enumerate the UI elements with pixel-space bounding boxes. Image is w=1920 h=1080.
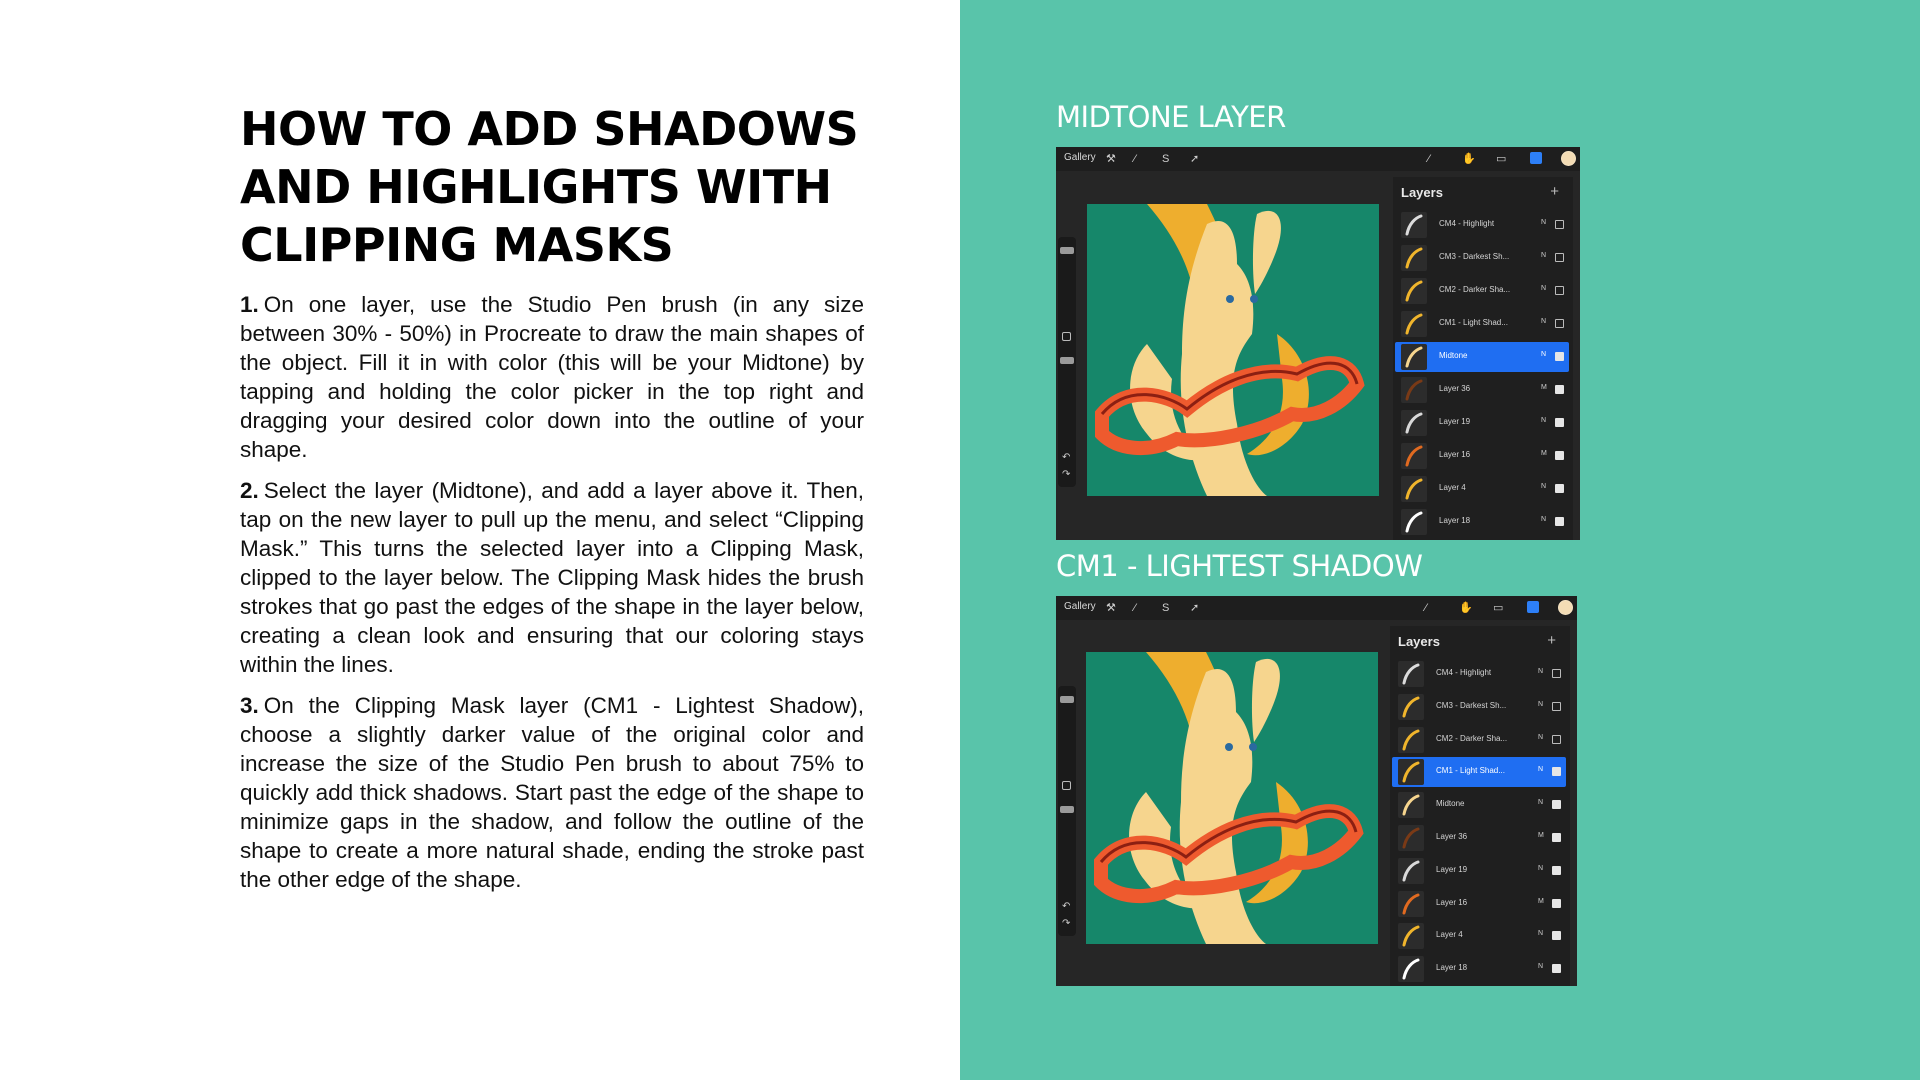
layer-name: Midtone [1439, 351, 1468, 360]
smudge-icon[interactable]: ✋ [1459, 602, 1473, 614]
step-text: Select the layer (Midtone), and add a layer above it. Then, tap on the new layer to pull up the menu, and select “Clipping Mask.” This turns the selected layer into a Clipping Mask, clipped to the layer below. The Clipping Mask hides the brush strokes that go past the edges of the shape in the layer below, creating a clean look and ensuring that our coloring stays within the lines. [240, 478, 864, 677]
layer-blend-mode[interactable]: N [1541, 285, 1547, 292]
page-title [240, 100, 900, 274]
layer-row[interactable] [1392, 856, 1566, 886]
layer-visibility-checkbox[interactable] [1552, 800, 1561, 809]
opacity-slider[interactable] [1060, 357, 1074, 364]
layer-blend-mode[interactable]: N [1538, 930, 1544, 938]
layer-thumbnail [1398, 923, 1424, 949]
layer-thumbnail [1401, 311, 1427, 337]
banana-illustration [1086, 652, 1378, 944]
layer-thumbnail [1401, 245, 1427, 271]
layer-name: Layer 16 [1436, 897, 1468, 907]
wrench-icon[interactable]: ⚒ [1106, 153, 1116, 165]
modify-button[interactable] [1062, 781, 1071, 790]
layer-name: Midtone [1436, 799, 1465, 809]
layer-visibility-checkbox[interactable] [1555, 517, 1564, 526]
brush-icon[interactable]: ⁄ [1428, 153, 1430, 165]
layer-visibility-checkbox[interactable] [1555, 484, 1564, 493]
layer-thumbnail [1398, 727, 1424, 753]
layer-thumbnail [1398, 792, 1424, 818]
layer-visibility-checkbox[interactable] [1555, 451, 1564, 460]
layer-blend-mode[interactable]: N [1538, 766, 1544, 774]
undo-icon[interactable]: ↶ [1062, 901, 1071, 912]
layer-visibility-checkbox[interactable] [1555, 385, 1564, 394]
layer-name: CM2 - Darker Sha... [1439, 285, 1511, 294]
layer-blend-mode[interactable]: N [1538, 799, 1544, 807]
step-number: 1. [240, 292, 259, 317]
instruction-steps [240, 290, 864, 906]
title-line-2: AND HIGHLIGHTS WITH [240, 160, 832, 214]
add-layer-icon[interactable]: + [1547, 632, 1556, 649]
layer-blend-mode[interactable]: N [1541, 252, 1547, 259]
layer-row[interactable] [1392, 921, 1566, 951]
layer-thumbnail [1398, 825, 1424, 851]
eraser-icon[interactable]: ▭ [1493, 602, 1504, 614]
undo-icon[interactable]: ↶ [1062, 452, 1071, 463]
layer-visibility-checkbox[interactable] [1555, 319, 1564, 328]
layer-blend-mode[interactable]: N [1541, 516, 1547, 523]
layer-row[interactable] [1395, 309, 1569, 339]
procreate-screenshot-midtone [1056, 147, 1580, 540]
layer-row[interactable] [1395, 408, 1569, 438]
smudge-icon[interactable]: ✋ [1462, 153, 1476, 165]
layer-name: CM4 - Highlight [1439, 219, 1495, 228]
layer-name: CM4 - Highlight [1436, 668, 1492, 677]
layer-thumbnail [1398, 956, 1424, 982]
transform-icon[interactable]: ➚ [1190, 602, 1200, 614]
redo-icon[interactable]: ↷ [1062, 469, 1071, 480]
brush-size-slider[interactable] [1060, 247, 1074, 254]
canvas-artwork[interactable] [1087, 204, 1379, 496]
layer-blend-mode[interactable]: N [1538, 700, 1544, 708]
layer-visibility-checkbox[interactable] [1555, 220, 1564, 229]
step-1 [240, 290, 864, 464]
layer-thumbnail [1401, 344, 1427, 370]
canvas-artwork[interactable] [1086, 652, 1378, 944]
layer-row[interactable] [1395, 243, 1569, 273]
layer-row[interactable] [1392, 823, 1566, 853]
layer-name: Layer 16 [1439, 450, 1471, 459]
step-number: 3. [240, 693, 259, 718]
layer-row[interactable] [1395, 342, 1569, 372]
layer-visibility-checkbox[interactable] [1552, 964, 1561, 973]
step-text: On one layer, use the Studio Pen brush (in any size between 30% - 50%) in Procreate to draw the main shapes of the object. Fill it in with color (this will be your Midtone) by tapping and holding the color picker in the top right and dragging your desired color down into the outline of your shape. [240, 292, 864, 462]
layer-thumbnail [1401, 212, 1427, 238]
layers-panel-title: Layers [1401, 185, 1443, 200]
add-layer-icon[interactable]: + [1550, 183, 1559, 200]
layer-blend-mode[interactable]: N [1541, 483, 1547, 490]
layer-thumbnail [1398, 858, 1424, 884]
layer-row[interactable] [1392, 725, 1566, 755]
title-line-1: HOW TO ADD SHADOWS [240, 102, 859, 156]
layer-name: Layer 4 [1439, 483, 1466, 492]
layer-visibility-checkbox[interactable] [1552, 931, 1561, 940]
brush-icon[interactable]: ⁄ [1425, 602, 1427, 614]
layers-icon[interactable] [1527, 601, 1539, 613]
layer-visibility-checkbox[interactable] [1552, 669, 1561, 678]
layer-row[interactable] [1395, 276, 1569, 306]
layer-blend-mode[interactable]: M [1541, 450, 1547, 457]
magic-wand-icon[interactable]: ⁄ [1134, 602, 1136, 614]
layer-row[interactable] [1395, 210, 1569, 240]
layer-name: Layer 4 [1436, 930, 1463, 940]
layer-name: Layer 19 [1439, 417, 1471, 426]
layer-thumbnail [1401, 443, 1427, 469]
layer-blend-mode[interactable]: M [1538, 832, 1544, 839]
layer-thumbnail [1401, 377, 1427, 403]
layer-row[interactable] [1392, 757, 1566, 787]
layers-icon[interactable] [1530, 152, 1542, 164]
layer-name: Layer 36 [1439, 384, 1471, 393]
layer-row[interactable] [1395, 507, 1569, 537]
layer-visibility-checkbox[interactable] [1552, 833, 1561, 842]
layer-blend-mode[interactable]: N [1541, 318, 1547, 325]
layer-row[interactable] [1392, 889, 1566, 919]
layer-blend-mode[interactable]: N [1538, 963, 1544, 971]
modify-button[interactable] [1062, 332, 1071, 341]
layer-thumbnail [1401, 278, 1427, 304]
layer-row[interactable] [1395, 474, 1569, 504]
layer-visibility-checkbox[interactable] [1552, 735, 1561, 744]
layer-name: Layer 18 [1436, 963, 1468, 973]
heading-midtone-layer: MIDTONE LAYER [1056, 100, 1286, 134]
layer-row[interactable] [1392, 790, 1566, 820]
procreate-screenshot-cm1 [1056, 596, 1577, 986]
layer-thumbnail [1401, 476, 1427, 502]
layer-visibility-checkbox[interactable] [1555, 286, 1564, 295]
step-2 [240, 476, 864, 679]
layer-blend-mode[interactable]: N [1541, 417, 1547, 424]
layer-row[interactable] [1395, 375, 1569, 405]
banana-illustration [1087, 204, 1379, 496]
color-swatch[interactable] [1561, 151, 1576, 166]
selection-icon[interactable]: S [1162, 153, 1170, 165]
layer-row[interactable] [1395, 441, 1569, 471]
redo-icon[interactable]: ↷ [1062, 918, 1071, 929]
layer-name: CM1 - Light Shad... [1436, 766, 1505, 776]
layer-name: CM2 - Darker Sha... [1436, 733, 1508, 743]
layer-thumbnail [1398, 661, 1424, 687]
layer-row[interactable] [1392, 954, 1566, 984]
layer-name: CM1 - Light Shad... [1439, 318, 1508, 327]
layer-blend-mode[interactable]: M [1538, 897, 1544, 905]
layer-row[interactable] [1392, 659, 1566, 689]
layer-visibility-checkbox[interactable] [1552, 866, 1561, 875]
layer-name: Layer 36 [1436, 832, 1468, 841]
step-text: On the Clipping Mask layer (CM1 - Lightest Shadow), choose a slightly darker value of the original color and increase the size of the Studio Pen brush to about 75% to quickly add thick shadows. Start past the edge of the shape to minimize gaps in the shadow, and follow the outline of the shape to create a more natural shade, ending the stroke past the other edge of the shape. [240, 693, 864, 892]
layer-row[interactable] [1392, 692, 1566, 722]
title-line-3: CLIPPING MASKS [240, 218, 674, 272]
step-number: 2. [240, 478, 259, 503]
layer-name: CM3 - Darkest Sh... [1439, 252, 1510, 261]
layer-visibility-checkbox[interactable] [1552, 702, 1561, 711]
color-swatch[interactable] [1558, 600, 1573, 615]
layer-name: CM3 - Darkest Sh... [1436, 700, 1507, 710]
layer-visibility-checkbox[interactable] [1555, 418, 1564, 427]
wrench-icon[interactable]: ⚒ [1106, 602, 1116, 614]
layer-blend-mode[interactable]: N [1541, 219, 1547, 226]
heading-cm1-lightest-shadow: CM1 - LIGHTEST SHADOW [1056, 549, 1423, 583]
layers-panel-title: Layers [1398, 634, 1440, 649]
layers-panel [1393, 177, 1573, 540]
gallery-button[interactable]: Gallery [1064, 152, 1096, 163]
layer-blend-mode[interactable]: N [1538, 733, 1544, 741]
layer-blend-mode[interactable]: N [1538, 864, 1544, 872]
layer-visibility-checkbox[interactable] [1555, 352, 1564, 361]
transform-icon[interactable]: ➚ [1190, 153, 1200, 165]
eraser-icon[interactable]: ▭ [1496, 153, 1507, 165]
layer-blend-mode[interactable]: N [1538, 668, 1544, 675]
magic-wand-icon[interactable]: ⁄ [1134, 153, 1136, 165]
brush-sidebar [1058, 237, 1076, 487]
procreate-toolbar [1056, 596, 1577, 620]
layers-panel [1390, 626, 1570, 986]
layer-name: Layer 19 [1436, 864, 1468, 874]
layer-name: Layer 18 [1439, 516, 1471, 525]
layer-thumbnail [1401, 410, 1427, 436]
layer-blend-mode[interactable]: N [1541, 351, 1547, 358]
layer-thumbnail [1398, 891, 1424, 917]
layer-thumbnail [1398, 694, 1424, 720]
gallery-button[interactable]: Gallery [1064, 601, 1096, 612]
layer-visibility-checkbox[interactable] [1552, 899, 1561, 908]
step-3 [240, 691, 864, 894]
opacity-slider[interactable] [1060, 806, 1074, 813]
brush-size-slider[interactable] [1060, 696, 1074, 703]
layer-visibility-checkbox[interactable] [1552, 767, 1561, 776]
layer-thumbnail [1398, 759, 1424, 785]
layer-visibility-checkbox[interactable] [1555, 253, 1564, 262]
brush-sidebar [1058, 686, 1076, 936]
layer-thumbnail [1401, 509, 1427, 535]
layer-blend-mode[interactable]: M [1541, 384, 1547, 391]
procreate-toolbar [1056, 147, 1580, 171]
selection-icon[interactable]: S [1162, 602, 1170, 614]
